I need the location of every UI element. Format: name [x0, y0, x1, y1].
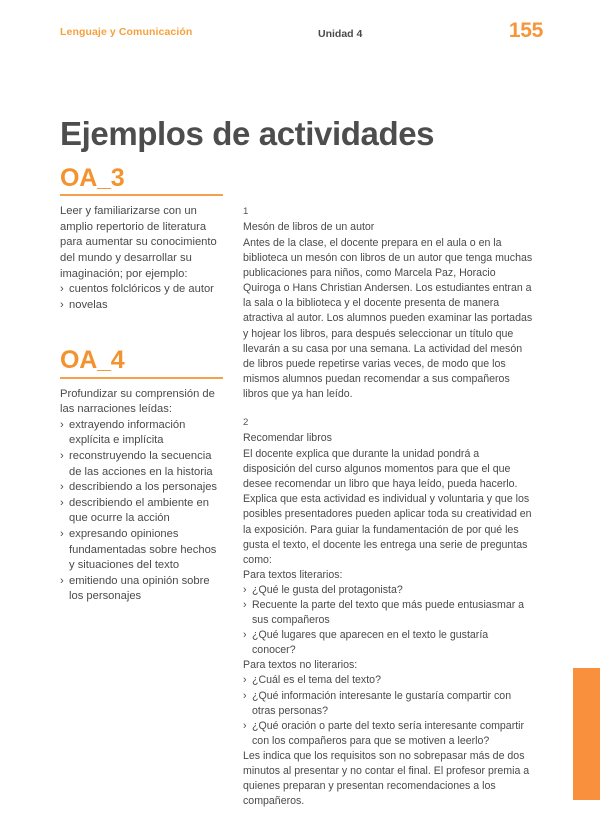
list-item: › ¿Qué oración o parte del texto sería interesante compartir con los compañeros para que se motiven a leerlo?: [243, 719, 533, 749]
objectives-column: [60, 165, 223, 609]
objective-intro-oa3: Leer y familiarizarse con un amplio repertorio de literatura para aumentar su conocimiento del mundo y desarrollar su imaginación; por ejemplo:: [60, 205, 217, 280]
activity-body: Antes de la clase, el docente prepara en el aula o en la biblioteca un mesón con libros de un autor que tenga muchas publicaciones para niños, como Marcela Paz, Horacio Quiroga o Hans Christian Andersen. Los estudiantes entran a la sala o la biblioteca y el docente presenta de manera atractiva al autor. Los alumnos pueden examinar las portadas y hojear los libros, para después seleccionar un título que llevarán a su casa por una semana. La actividad del mesón de libros puede repetirse varias veces, de modo que los mismos alumnos puedan recomendar a sus compañeros libros que ya han leído.: [243, 237, 533, 400]
activity-1: [243, 205, 533, 402]
objective-block-oa4: [60, 347, 223, 605]
question-list-no-literarios: [243, 673, 533, 748]
list-item: › cuentos folclóricos y de autor: [60, 282, 223, 298]
header-unit: Unidad 4: [318, 28, 363, 40]
page-title: Ejemplos de actividades: [60, 115, 435, 153]
question-group-lead-no-literarios: Para textos no literarios:: [243, 659, 358, 672]
question-list-literarios: [243, 583, 533, 658]
objective-block-oa3: [60, 165, 223, 313]
page-number: 155: [508, 19, 543, 42]
question-group-lead-literarios: Para textos literarios:: [243, 568, 343, 581]
header-subject: Lenguaje y Comunicación: [60, 26, 193, 38]
list-item: › novelas: [60, 298, 223, 314]
activity-number: 1: [243, 206, 249, 217]
objective-intro-oa4: Profundizar su comprensión de las narraciones leídas:: [60, 387, 215, 416]
list-item: › ¿Qué información interesante le gustaría compartir con otras personas?: [243, 689, 533, 719]
list-item: › describiendo el ambiente en que ocurre la acción: [60, 496, 223, 527]
list-item: › emitiendo una opinión sobre los personajes: [60, 574, 223, 605]
activity-title: Recomendar libros: [243, 432, 332, 445]
activities-column: [243, 205, 533, 823]
objective-list-oa4: [60, 418, 223, 605]
objective-rule: [60, 194, 223, 196]
activity-number: 2: [243, 417, 249, 429]
activity-title: Mesón de libros de un autor: [243, 221, 375, 233]
running-header: [60, 19, 543, 48]
list-item: › expresando opiniones fundamentadas sobre hechos y situaciones del texto: [60, 527, 223, 574]
objective-code-oa4: OA_4: [60, 346, 125, 375]
activity-2: [243, 416, 533, 809]
objective-rule: [60, 377, 223, 379]
objective-list-oa3: [60, 282, 223, 313]
list-item: › describiendo a los personajes: [60, 480, 223, 496]
unit-edge-tab: [573, 668, 600, 800]
activity-body: El docente explica que durante la unidad pondrá a disposición del curso algunos momentos para que el que desee recomendar un libro que haya leído, pueda hacerlo. Explica que esta actividad es individual y voluntaria y que los posibles presentadores pueden aplicar toda su creatividad en la exposición. Para guiar la fundamentación de por qué les gusta el texto, el docente les entrega una serie de preguntas como:: [243, 448, 532, 566]
list-item: › ¿Qué le gusta del protagonista?: [243, 583, 533, 598]
objective-code-oa3: OA_3: [60, 164, 125, 192]
list-item: › ¿Cuál es el tema del texto?: [243, 673, 533, 688]
column-spacer: [60, 317, 223, 347]
list-item: › Recuente la parte del texto que más puede entusiasmar a sus compañeros: [243, 598, 533, 628]
list-item: › extrayendo información explícita e implícita: [60, 418, 223, 449]
activity-closing: Les indica que los requisitos son no sobrepasar más de dos minutos al presentar y no contar el final. El profesor premia a quienes preparan y presentan recomendaciones a los compañeros.: [243, 749, 530, 808]
list-item: › ¿Qué lugares que aparecen en el texto le gustaría conocer?: [243, 628, 533, 658]
list-item: › reconstruyendo la secuencia de las acciones en la historia: [60, 449, 223, 480]
